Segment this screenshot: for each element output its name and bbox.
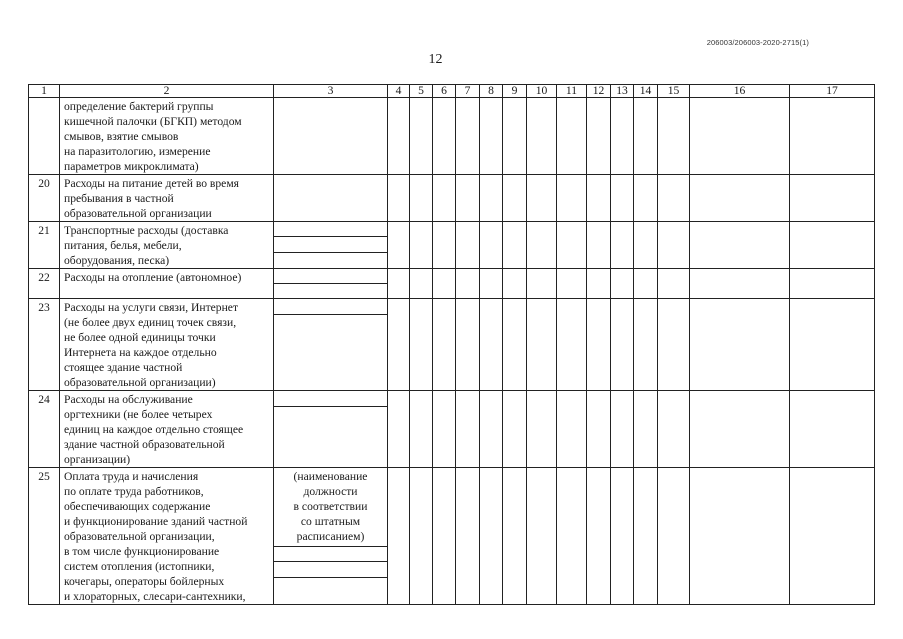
row-description: Расходы на обслуживание оргтехники (не более четырех единиц на каждое отдельно стоящее здание частной образовательной организации)	[60, 391, 274, 468]
position-cell	[274, 269, 388, 299]
position-cell	[274, 468, 388, 605]
row-description: Расходы на услуги связи, Интернет (не более двух единиц точек связи, не более одной единицы точки Интернета на каждое отдельно стоящее здание частной образовательной организации)	[60, 299, 274, 391]
table-row	[29, 175, 875, 222]
row-description: Расходы на отопление (автономное)	[60, 269, 274, 299]
row-number: 23	[29, 299, 60, 391]
table-row	[29, 222, 875, 269]
row-number: 21	[29, 222, 60, 269]
column-header: 12	[587, 85, 611, 98]
position-cell	[274, 222, 388, 269]
column-header: 9	[503, 85, 527, 98]
column-header: 8	[480, 85, 503, 98]
row-description: определение бактерий группы кишечной палочки (БГКП) методом смывов, взятие смывов на паразитологию, измерение параметров микроклимата)	[60, 98, 274, 175]
column-header: 17	[790, 85, 875, 98]
row-description: Оплата труда и начисления по оплате труда работников, обеспечивающих содержание и функционирование зданий частной образовательной организации, в том числе функционирование систем отопления (истопники, кочегары, операторы бойлерных и хлораторных, слесари-сантехники,	[60, 468, 274, 605]
column-header: 5	[410, 85, 433, 98]
column-header: 3	[274, 85, 388, 98]
column-header: 14	[634, 85, 658, 98]
position-note: (наименование должности в соответствии со штатным расписанием)	[274, 468, 387, 547]
document-id: 206003/206003-2020-2715(1)	[706, 38, 809, 47]
position-cell	[274, 98, 388, 175]
column-header: 11	[557, 85, 587, 98]
row-description: Транспортные расходы (доставка питания, белья, мебели, оборудования, песка)	[60, 222, 274, 269]
row-number: 25	[29, 468, 60, 605]
row-number: 20	[29, 175, 60, 222]
position-cell	[274, 299, 388, 391]
position-cell	[274, 391, 388, 468]
row-number: 24	[29, 391, 60, 468]
column-header: 15	[658, 85, 690, 98]
table-row	[29, 269, 875, 299]
table-header-row	[29, 85, 875, 98]
table-row	[29, 98, 875, 175]
column-header: 2	[60, 85, 274, 98]
budget-table	[28, 84, 875, 605]
position-cell	[274, 175, 388, 222]
page-number: 12	[428, 52, 443, 67]
column-header: 10	[527, 85, 557, 98]
column-header: 4	[388, 85, 410, 98]
column-header: 16	[690, 85, 790, 98]
table-row	[29, 391, 875, 468]
table-row	[29, 468, 875, 605]
row-description: Расходы на питание детей во время пребывания в частной образовательной организации	[60, 175, 274, 222]
row-number	[29, 98, 60, 175]
row-number: 22	[29, 269, 60, 299]
column-header: 1	[29, 85, 60, 98]
column-header: 7	[456, 85, 480, 98]
column-header: 13	[611, 85, 634, 98]
column-header: 6	[433, 85, 456, 98]
table-row	[29, 299, 875, 391]
